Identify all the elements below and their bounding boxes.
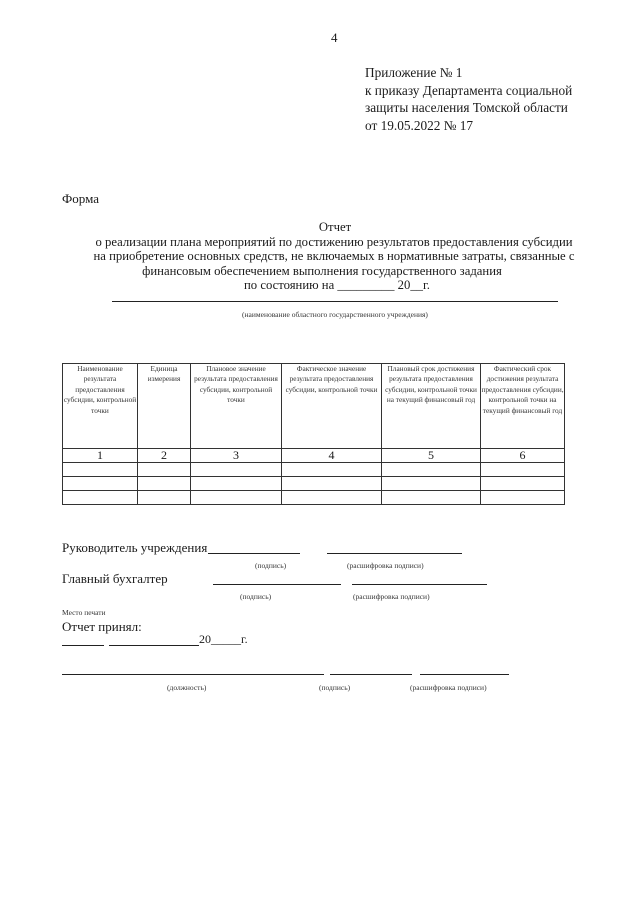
- table-cell: [138, 477, 191, 491]
- accountant-decoding-line: [352, 584, 487, 585]
- table-cell: [191, 463, 282, 477]
- table-row: [63, 477, 565, 491]
- report-line-3: финансовым обеспечением выполнения государственного задания: [142, 263, 502, 278]
- report-line-2: на приобретение основных средств, не включаемых в нормативные затраты, связанные с: [93, 249, 575, 263]
- institution-name-line: [112, 301, 558, 302]
- column-number: 4: [282, 449, 382, 463]
- report-table: [62, 363, 565, 505]
- accountant-label: Главный бухгалтер: [62, 571, 168, 586]
- appendix-line-4: от 19.05.2022 № 17: [365, 117, 474, 133]
- accountant-signature-line: [213, 584, 341, 585]
- acceptor-signature-line: [330, 674, 412, 675]
- acceptor-signature-caption: (подпись): [319, 683, 351, 692]
- table-cell: [63, 491, 138, 505]
- acceptor-position-line: [62, 674, 324, 675]
- table-cell: [282, 477, 382, 491]
- appendix-line-1: Приложение № 1: [365, 65, 463, 80]
- table-cell: [63, 477, 138, 491]
- report-line-1: о реализации плана мероприятий по достижению результатов предоставления субсидии: [95, 234, 573, 249]
- table-cell: [138, 463, 191, 477]
- report-title-block: [0, 220, 640, 293]
- head-signature-line: [208, 553, 300, 554]
- table-row: [63, 491, 565, 505]
- accepted-year: 20_____г.: [199, 632, 248, 646]
- header-cell-actual-value: Фактическое значение результата предоставления субсидии, контрольной точки: [282, 364, 382, 449]
- accepted-label: Отчет принял:: [62, 619, 142, 634]
- appendix-block: [365, 64, 572, 134]
- acceptor-decoding-line: [420, 674, 509, 675]
- header-cell-planned-value: Плановое значение результата предоставления субсидии, контрольной точки: [191, 364, 282, 449]
- stamp-place-label: Место печати: [62, 608, 106, 617]
- table-cell: [382, 463, 481, 477]
- table-cell: [138, 491, 191, 505]
- head-signature-caption: (подпись): [255, 561, 287, 570]
- table-number-row: [63, 449, 565, 463]
- header-cell-actual-date: Фактический срок достижения результата предоставления субсидии, контрольной точки на текущий финансовый год: [481, 364, 565, 449]
- accountant-decoding-caption: (расшифровка подписи): [353, 592, 430, 601]
- page-number: 4: [331, 30, 338, 45]
- head-label: Руководитель учреждения: [62, 540, 208, 555]
- table-cell: [191, 491, 282, 505]
- head-decoding-line: [327, 553, 462, 554]
- column-number: 1: [63, 449, 138, 463]
- column-number: 6: [481, 449, 565, 463]
- column-number: 3: [191, 449, 282, 463]
- report-title: Отчет: [318, 220, 352, 234]
- column-number: 5: [382, 449, 481, 463]
- table-cell: [481, 463, 565, 477]
- acceptor-position-caption: (должность): [167, 683, 207, 692]
- table-row: [63, 463, 565, 477]
- header-cell-planned-date: Плановый срок достижения результата предоставления субсидии, контрольной точки на текущий финансовый год: [382, 364, 481, 449]
- table-cell: [282, 463, 382, 477]
- accepted-day-line: [62, 645, 104, 646]
- accountant-signature-caption: (подпись): [240, 592, 272, 601]
- header-cell-result-name: Наименование результата предоставления субсидии, контрольной точки: [63, 364, 138, 449]
- column-number: 2: [138, 449, 191, 463]
- acceptor-decoding-caption: (расшифровка подписи): [410, 683, 487, 692]
- table-cell: [191, 477, 282, 491]
- table-cell: [382, 491, 481, 505]
- table-cell: [282, 491, 382, 505]
- header-cell-unit: Единица измерения: [138, 364, 191, 449]
- table-cell: [481, 477, 565, 491]
- head-decoding-caption: (расшифровка подписи): [347, 561, 424, 570]
- table-cell: [481, 491, 565, 505]
- accepted-month-line: [109, 645, 199, 646]
- appendix-line-3: защиты населения Томской области: [365, 100, 568, 115]
- institution-caption: (наименование областного государственного учреждения): [242, 310, 428, 319]
- report-line-4: по состоянию на _________ 20__г.: [244, 278, 430, 292]
- table-cell: [382, 477, 481, 491]
- table-header-row: [63, 364, 565, 449]
- form-label: Форма: [62, 191, 99, 206]
- appendix-line-2: к приказу Департамента социальной: [365, 82, 573, 98]
- table-cell: [63, 463, 138, 477]
